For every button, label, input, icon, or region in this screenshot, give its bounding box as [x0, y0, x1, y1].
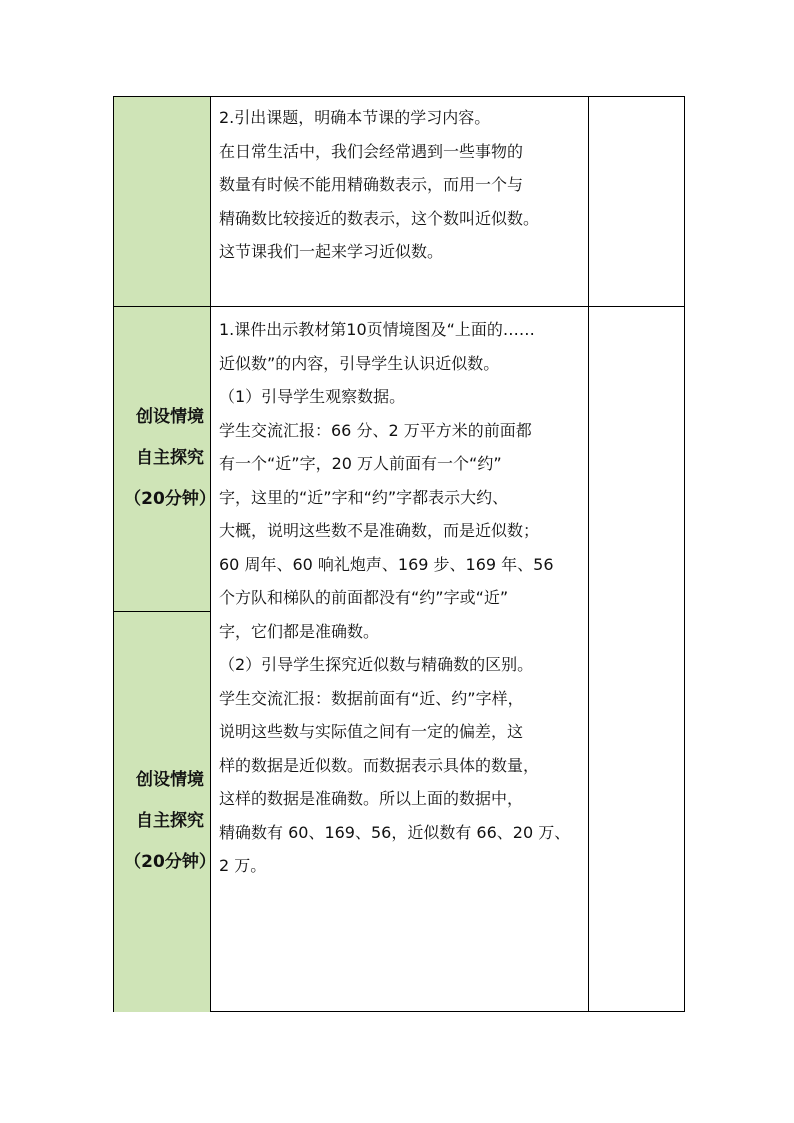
stage-label-line: 自主探究	[136, 448, 204, 468]
section2-line: 学生交流汇报：66 分、2 万平方米的前面都	[219, 420, 532, 440]
stage-label-top	[114, 397, 226, 520]
section1-content	[219, 101, 591, 269]
stage-label-line: 创设情境	[136, 407, 204, 427]
lesson-plan-table	[113, 96, 685, 1012]
section1-line: 数量有时候不能用精确数表示，而用一个与	[219, 175, 524, 194]
section2-line: 精确数有 60、169、56，近似数有 66、20 万、	[219, 822, 571, 842]
section2-line: 60 周年、60 响礼炮声、169 步、169 年、56	[219, 554, 554, 574]
section2-line: 2 万。	[219, 856, 267, 875]
section1-line: 这节课我们一起来学习近似数。	[219, 242, 444, 261]
section2-line: 近似数”的内容，引导学生认识近似数。	[219, 353, 500, 373]
stage-label-duration: （20分钟）	[124, 852, 216, 872]
section1-line: 2.引出课题，明确本节课的学习内容。	[219, 108, 491, 127]
section1-line: 在日常生活中，我们会经常遇到一些事物的	[219, 141, 524, 161]
section2-line: 学生交流汇报：数据前面有“近、约”字样，	[219, 688, 524, 708]
label-row-divider	[114, 611, 211, 612]
section1-line: 精确数比较接近的数表示，这个数叫近似数。	[219, 208, 540, 228]
section2-line: （2）引导学生探究近似数与精确数的区别。	[219, 655, 534, 674]
section2-line: 这样的数据是准确数。所以上面的数据中，	[219, 789, 524, 808]
section2-line: 大概，说明这些数不是准确数，而是近似数；	[219, 521, 540, 540]
section2-line: 样的数据是近似数。而数据表示具体的数量，	[219, 755, 540, 775]
section2-line: 1.课件出示教材第10页情境图及“上面的……	[219, 320, 535, 339]
stage-label-duration: （20分钟）	[124, 489, 216, 509]
stage-label-bottom	[114, 760, 226, 883]
section2-line: 字，这里的“近”字和“约”字都表示大约、	[219, 487, 509, 507]
section2-line: （1）引导学生观察数据。	[219, 387, 406, 406]
section2-line: 字，它们都是准确数。	[219, 621, 380, 641]
stage-label-line: 创设情境	[136, 770, 204, 790]
label-cell-row1	[114, 97, 210, 306]
section2-line: 说明这些数与实际值之间有一定的偏差，这	[219, 722, 524, 741]
section2-content	[219, 313, 591, 883]
stage-label-line: 自主探究	[136, 811, 204, 831]
row-divider-1	[114, 306, 684, 307]
section2-line: 个方队和梯队的前面都没有“约”字或“近”	[219, 588, 509, 607]
section2-line: 有一个“近”字，20 万人前面有一个“约”	[219, 454, 502, 473]
